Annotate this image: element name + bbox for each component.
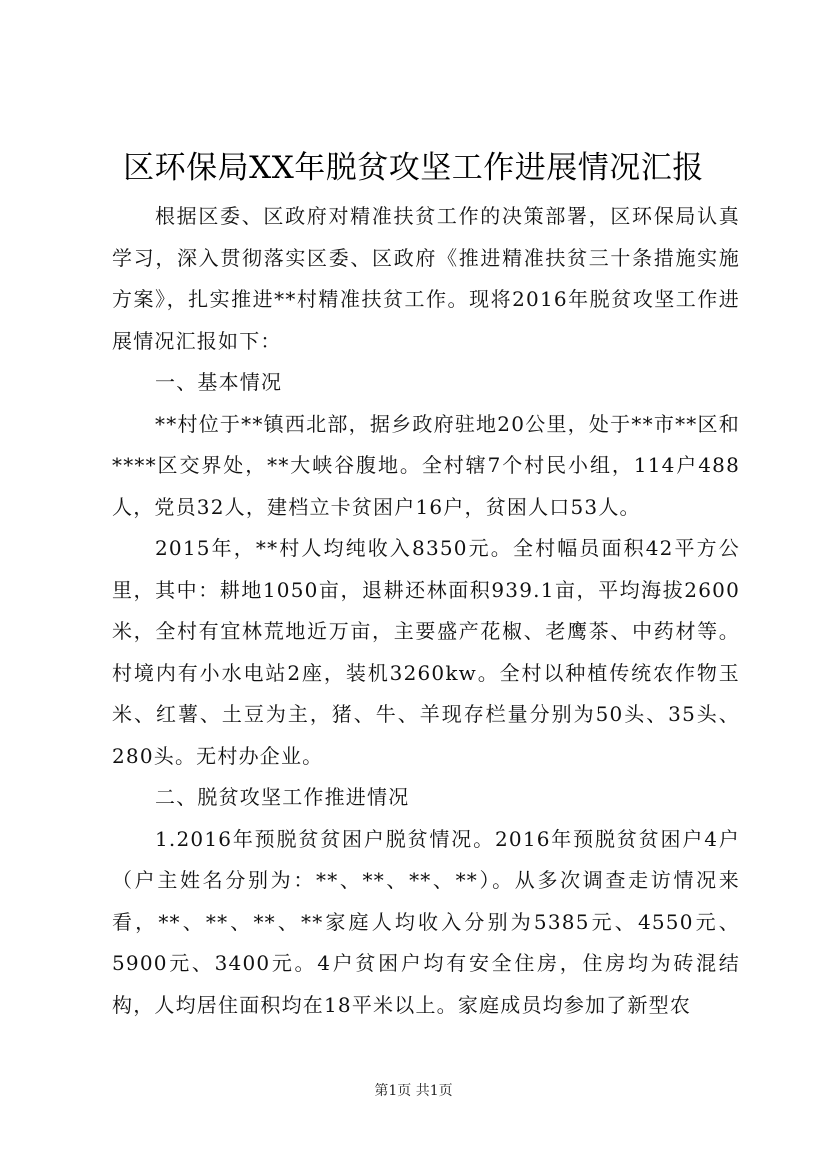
paragraph-intro: 根据区委、区政府对精准扶贫工作的决策部署，区环保局认真学习，深入贯彻落实区委、区政府《推进精准扶贫三十条措施实施方案》，扎实推进**村精准扶贫工作。现将2016年脱贫攻坚工作进展情况汇报如下： [112, 204, 740, 353]
section-heading-progress: 二、脱贫攻坚工作推进情况 [155, 785, 410, 809]
document-body [112, 196, 740, 1026]
paragraph-poverty-exit: 1.2016年预脱贫贫困户脱贫情况。2016年预脱贫贫困户4户（户主姓名分别为：**、**、**、**）。从多次调查走访情况来看，**、**、**、**家庭人均收入分别为5385元、4550元、5900元、3400元。4户贫困户均有安全住房，住房均为砖混结构，人均居住面积均在18平米以上。家庭成员均参加了新型农 [112, 826, 740, 1017]
paragraph-village-economy: 2015年，**村人均纯收入8350元。全村幅员面积42平方公里，其中：耕地1050亩，退耕还林面积939.1亩，平均海拔2600米，全村有宜林荒地近万亩，主要盛产花椒、老鹰茶、中药材等。村境内有小水电站2座，装机3260kw。全村以种植传统农作物玉米、红薯、土豆为主，猪、牛、羊现存栏量分别为50头、35头、280头。无村办企业。 [112, 536, 740, 768]
paragraph-village-location: **村位于**镇西北部，据乡政府驻地20公里，处于**市**区和****区交界处，**大峡谷腹地。全村辖7个村民小组，114户488人，党员32人，建档立卡贫困户16户，贫困人口53人。 [112, 411, 740, 519]
document-title: 区环保局XX年脱贫攻坚工作进展情况汇报 [123, 150, 704, 186]
section-heading-basic-info: 一、基本情况 [155, 370, 283, 394]
page-footer: 第1页 共1页 [374, 1083, 453, 1099]
